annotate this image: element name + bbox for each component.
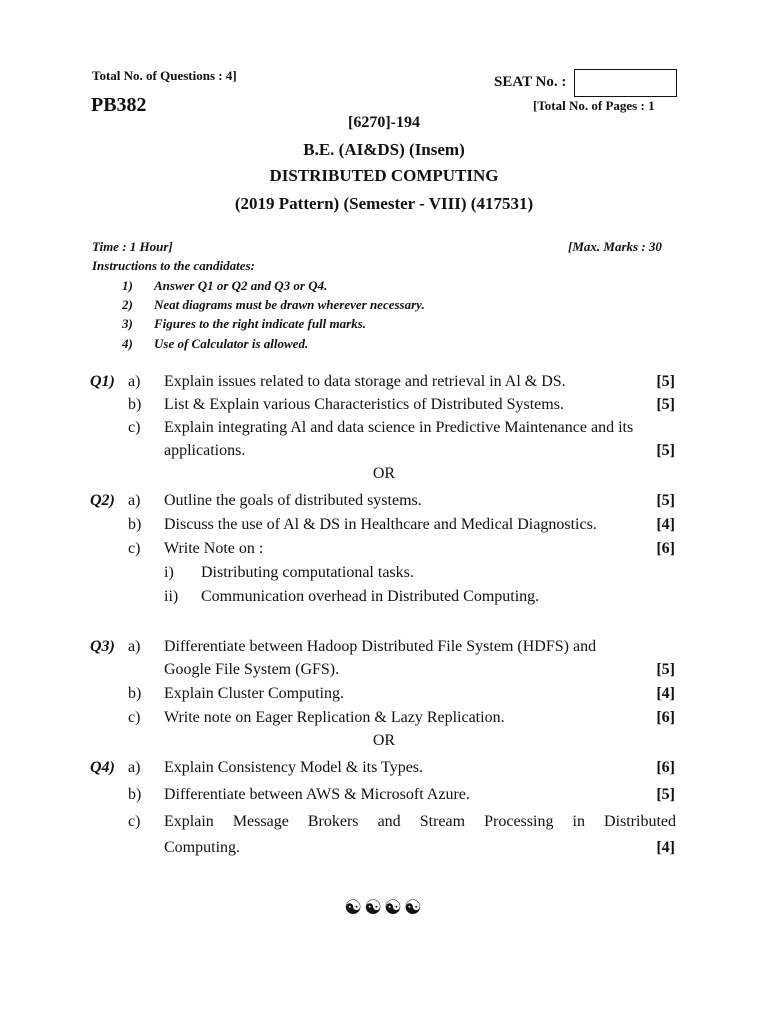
sub-item-num: ii) [164,588,179,605]
sub-question-text-cont: Computing. [164,839,241,856]
sub-question-letter: c) [128,540,141,557]
instruction-num: 1) [122,278,133,293]
sub-question-text-cont: Google File System (GFS). [164,661,340,678]
instruction-text: Figures to the right indicate full marks. [154,316,367,331]
question-label: Q1) [90,373,115,390]
total-pages: [Total No. of Pages : 1 [533,98,655,113]
sub-question-letter: b) [128,786,142,803]
time-label: Time : 1 Hour] [92,239,173,254]
marks: [5] [656,442,675,459]
seat-no-box[interactable] [574,69,677,97]
instruction-text: Use of Calculator is allowed. [154,336,309,351]
or-separator: OR [372,732,396,749]
instruction-text: Answer Q1 or Q2 and Q3 or Q4. [154,278,328,293]
sub-question-letter: b) [128,685,142,702]
sub-question-text: Explain Consistency Model & its Types. [164,759,424,776]
sub-question-text: Explain issues related to data storage and retrieval in Al & DS. [164,373,566,390]
sub-question-letter: c) [128,813,141,830]
instruction-num: 3) [122,316,133,331]
end-ornament: ☯☯☯☯ [344,897,424,919]
sub-question-text-cont: applications. [164,442,246,459]
degree-title: B.E. (AI&DS) (Insem) [303,140,465,159]
instruction-num: 4) [122,336,133,351]
sub-question-text: Differentiate between Hadoop Distributed File System (HDFS) and [164,638,597,655]
sub-question-text: Explain Message Brokers and Stream Processing in Distributed [164,813,676,830]
marks: [6] [656,709,675,726]
exam-code: [6270]-194 [348,114,420,131]
marks: [4] [656,516,675,533]
pattern-title: (2019 Pattern) (Semester - VIII) (417531) [234,194,534,213]
sub-question-letter: a) [128,492,141,509]
question-label: Q4) [90,759,115,776]
marks: [5] [656,661,675,678]
sub-question-letter: b) [128,396,142,413]
sub-question-text: Explain integrating Al and data science in Predictive Maintenance and its [164,419,634,436]
sub-question-text: Differentiate between AWS & Microsoft Azure. [164,786,470,803]
sub-question-text: Explain Cluster Computing. [164,685,344,702]
sub-question-text: Write note on Eager Replication & Lazy Replication. [164,709,505,726]
sub-question-letter: a) [128,638,141,655]
marks: [6] [656,759,675,776]
max-marks-label: [Max. Marks : 30 [568,239,662,254]
or-separator: OR [372,465,396,482]
question-label: Q2) [90,492,115,509]
sub-question-letter: b) [128,516,142,533]
sub-question-letter: a) [128,759,141,776]
marks: [4] [656,685,675,702]
paper-code: PB382 [91,94,147,116]
instructions-heading: Instructions to the candidates: [92,258,255,273]
total-questions: Total No. of Questions : 4] [92,68,237,83]
sub-question-text: List & Explain various Characteristics of Distributed Systems. [164,396,564,413]
instruction-text: Neat diagrams must be drawn wherever necessary. [154,297,425,312]
sub-question-letter: a) [128,373,141,390]
marks: [5] [656,373,675,390]
marks: [5] [656,786,675,803]
sub-item-text: Distributing computational tasks. [201,564,414,581]
sub-question-text: Discuss the use of Al & DS in Healthcare and Medical Diagnostics. [164,516,597,533]
instruction-num: 2) [122,297,133,312]
sub-question-letter: c) [128,419,141,436]
question-label: Q3) [90,638,115,655]
seat-no-label: SEAT No. : [494,74,567,90]
sub-question-text: Outline the goals of distributed systems. [164,492,422,509]
subject-title: DISTRIBUTED COMPUTING [269,166,499,185]
sub-item-text: Communication overhead in Distributed Computing. [201,588,540,605]
marks: [5] [656,396,675,413]
marks: [5] [656,492,675,509]
sub-item-num: i) [164,564,174,581]
marks: [6] [656,540,675,557]
sub-question-text: Write Note on : [164,540,264,557]
marks: [4] [656,839,675,856]
sub-question-letter: c) [128,709,141,726]
